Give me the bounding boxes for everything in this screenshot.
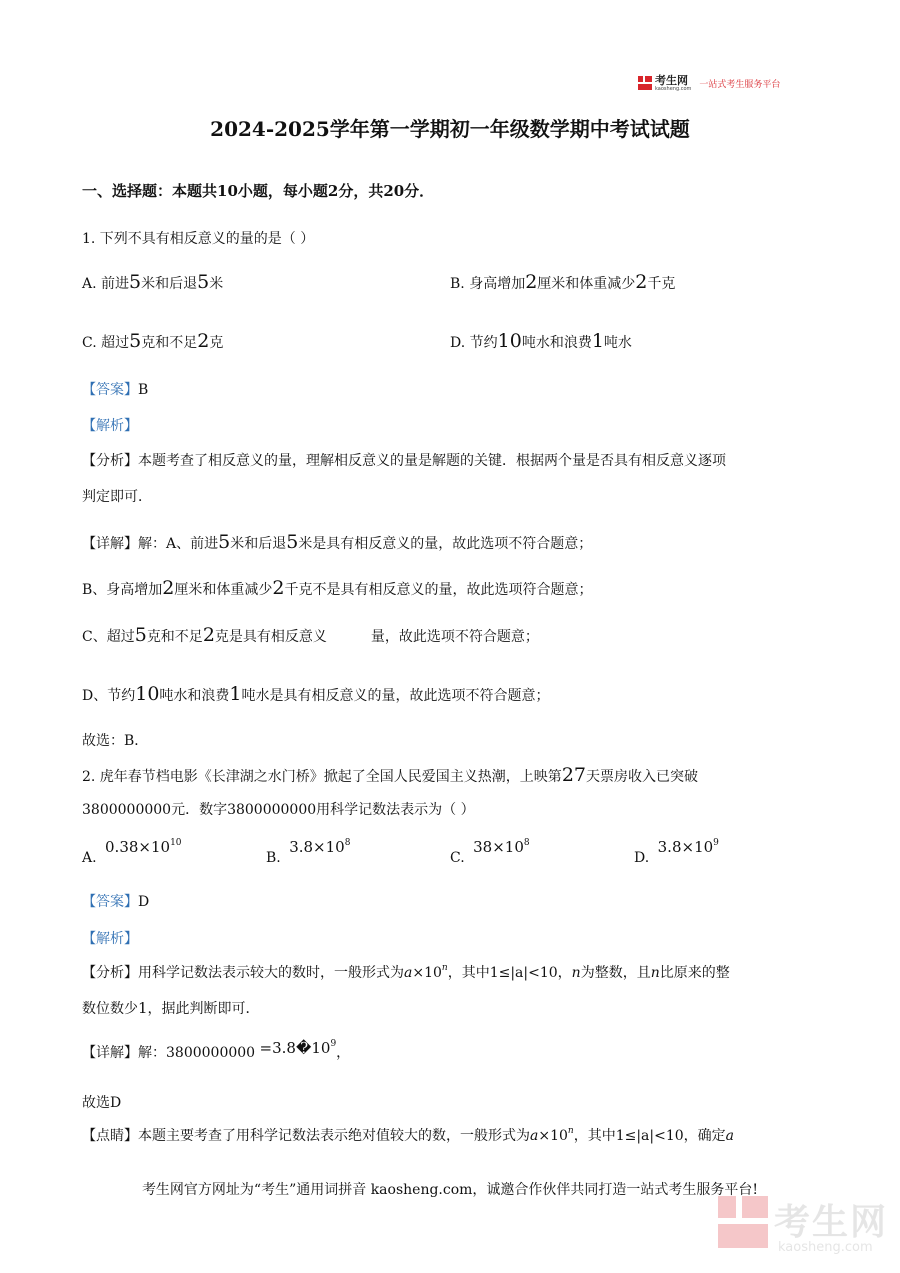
- q1-detail-c: C、超过5克和不足2克是具有相反意义 量，故此选项不符合题意；: [82, 624, 539, 646]
- q1-fenxi-cont: 判定即可．: [82, 489, 152, 505]
- header-logo: [638, 74, 780, 92]
- q1-option-c: C. 超过5克和不足2克: [82, 330, 224, 352]
- q2-analysis-tag: 【解析】: [82, 931, 138, 947]
- brand-name: 考生网: [655, 73, 688, 87]
- q1-detail-a: 【详解】解：A、前进5米和后退5米是具有相反意义的量，故此选项不符合题意；: [82, 531, 593, 553]
- kaosheng-logo-icon: [638, 76, 652, 90]
- q1-analysis-tag: 【解析】: [82, 418, 138, 434]
- q2-fenxi-cont: 数位数少1，据此判断即可．: [82, 999, 260, 1017]
- q2-option-c: C. $38\times 10^8$: [450, 838, 530, 866]
- answer-tag: 【答案】: [82, 894, 138, 910]
- brand-sub: kaosheng.com: [655, 85, 692, 92]
- q1-detail-b: B、身高增加2厘米和体重减少2千克不是具有相反意义的量，故此选项符合题意；: [82, 577, 593, 599]
- watermark-text: 考生网: [774, 1202, 889, 1243]
- q1-answer: 【答案】B: [82, 382, 149, 398]
- section-heading: 一、选择题：本题共10小题，每小题2分，共20分．: [82, 182, 435, 200]
- brand-slogan: 一站式考生服务平台: [699, 79, 781, 90]
- q2-option-b: B. $3.8\times 10^8$: [266, 838, 351, 866]
- answer-tag: 【答案】: [82, 382, 138, 398]
- q1-fenxi: 【分析】本题考查了相反意义的量，理解相反意义的量是解题的关键．根据两个量是否具有相反意义逐项: [82, 453, 726, 469]
- q1-option-b: B. 身高增加2厘米和体重减少2千克: [450, 271, 676, 293]
- q1-conclusion: 故选：B．: [82, 733, 149, 749]
- footer-text: 考生网官方网址为“考生”通用词拼音 kaosheng.com，诚邀合作伙伴共同打造一站式考生服务平台!: [141, 1182, 759, 1198]
- watermark-logo-icon: [718, 1196, 768, 1250]
- q2-stem-line1: 2. 虎年春节档电影《长津湖之水门桥》掀起了全国人民爱国主义热潮，上映第27天票房收入已突破: [82, 764, 698, 786]
- q2-detail: 【详解】解：$3800000000 =3.8�10^9$，: [82, 1039, 351, 1061]
- q2-conclusion: 故选D: [82, 1095, 122, 1111]
- q1-stem: 1. 下列不具有相反意义的量的是（ ）: [82, 231, 315, 247]
- q1-detail-d: D、节约10吨水和浪费1吨水是具有相反意义的量，故此选项不符合题意；: [82, 683, 550, 705]
- q2-fenxi: 【分析】用科学记数法表示较大的数时，一般形式为$a\times 10^n$，其中1≤|a|<10，n为整数，且n比原来的整: [82, 963, 730, 981]
- q1-option-d: D. 节约10吨水和浪费1吨水: [450, 330, 632, 352]
- q2-answer: 【答案】D: [82, 894, 150, 910]
- q2-dianjing: 【点睛】本题主要考查了用科学记数法表示绝对值较大的数，一般形式为$a\times 10^n$，其中1≤|a|<10，确定a: [82, 1126, 735, 1144]
- watermark-url: kaosheng.com: [778, 1240, 873, 1255]
- q2-stem-line2: 3800000000元．数字3800000000用科学记数法表示为（ ）: [82, 802, 475, 818]
- watermark: [718, 1190, 888, 1265]
- q2-option-d: D. $3.8\times 10^9$: [634, 838, 719, 866]
- q1-option-a: A. 前进5米和后退5米: [82, 271, 224, 293]
- page-title: 2024-2025学年第一学期初一年级数学期中考试试题: [210, 117, 690, 141]
- q2-option-a: A. $0.38\times 10^{10}$: [82, 838, 182, 866]
